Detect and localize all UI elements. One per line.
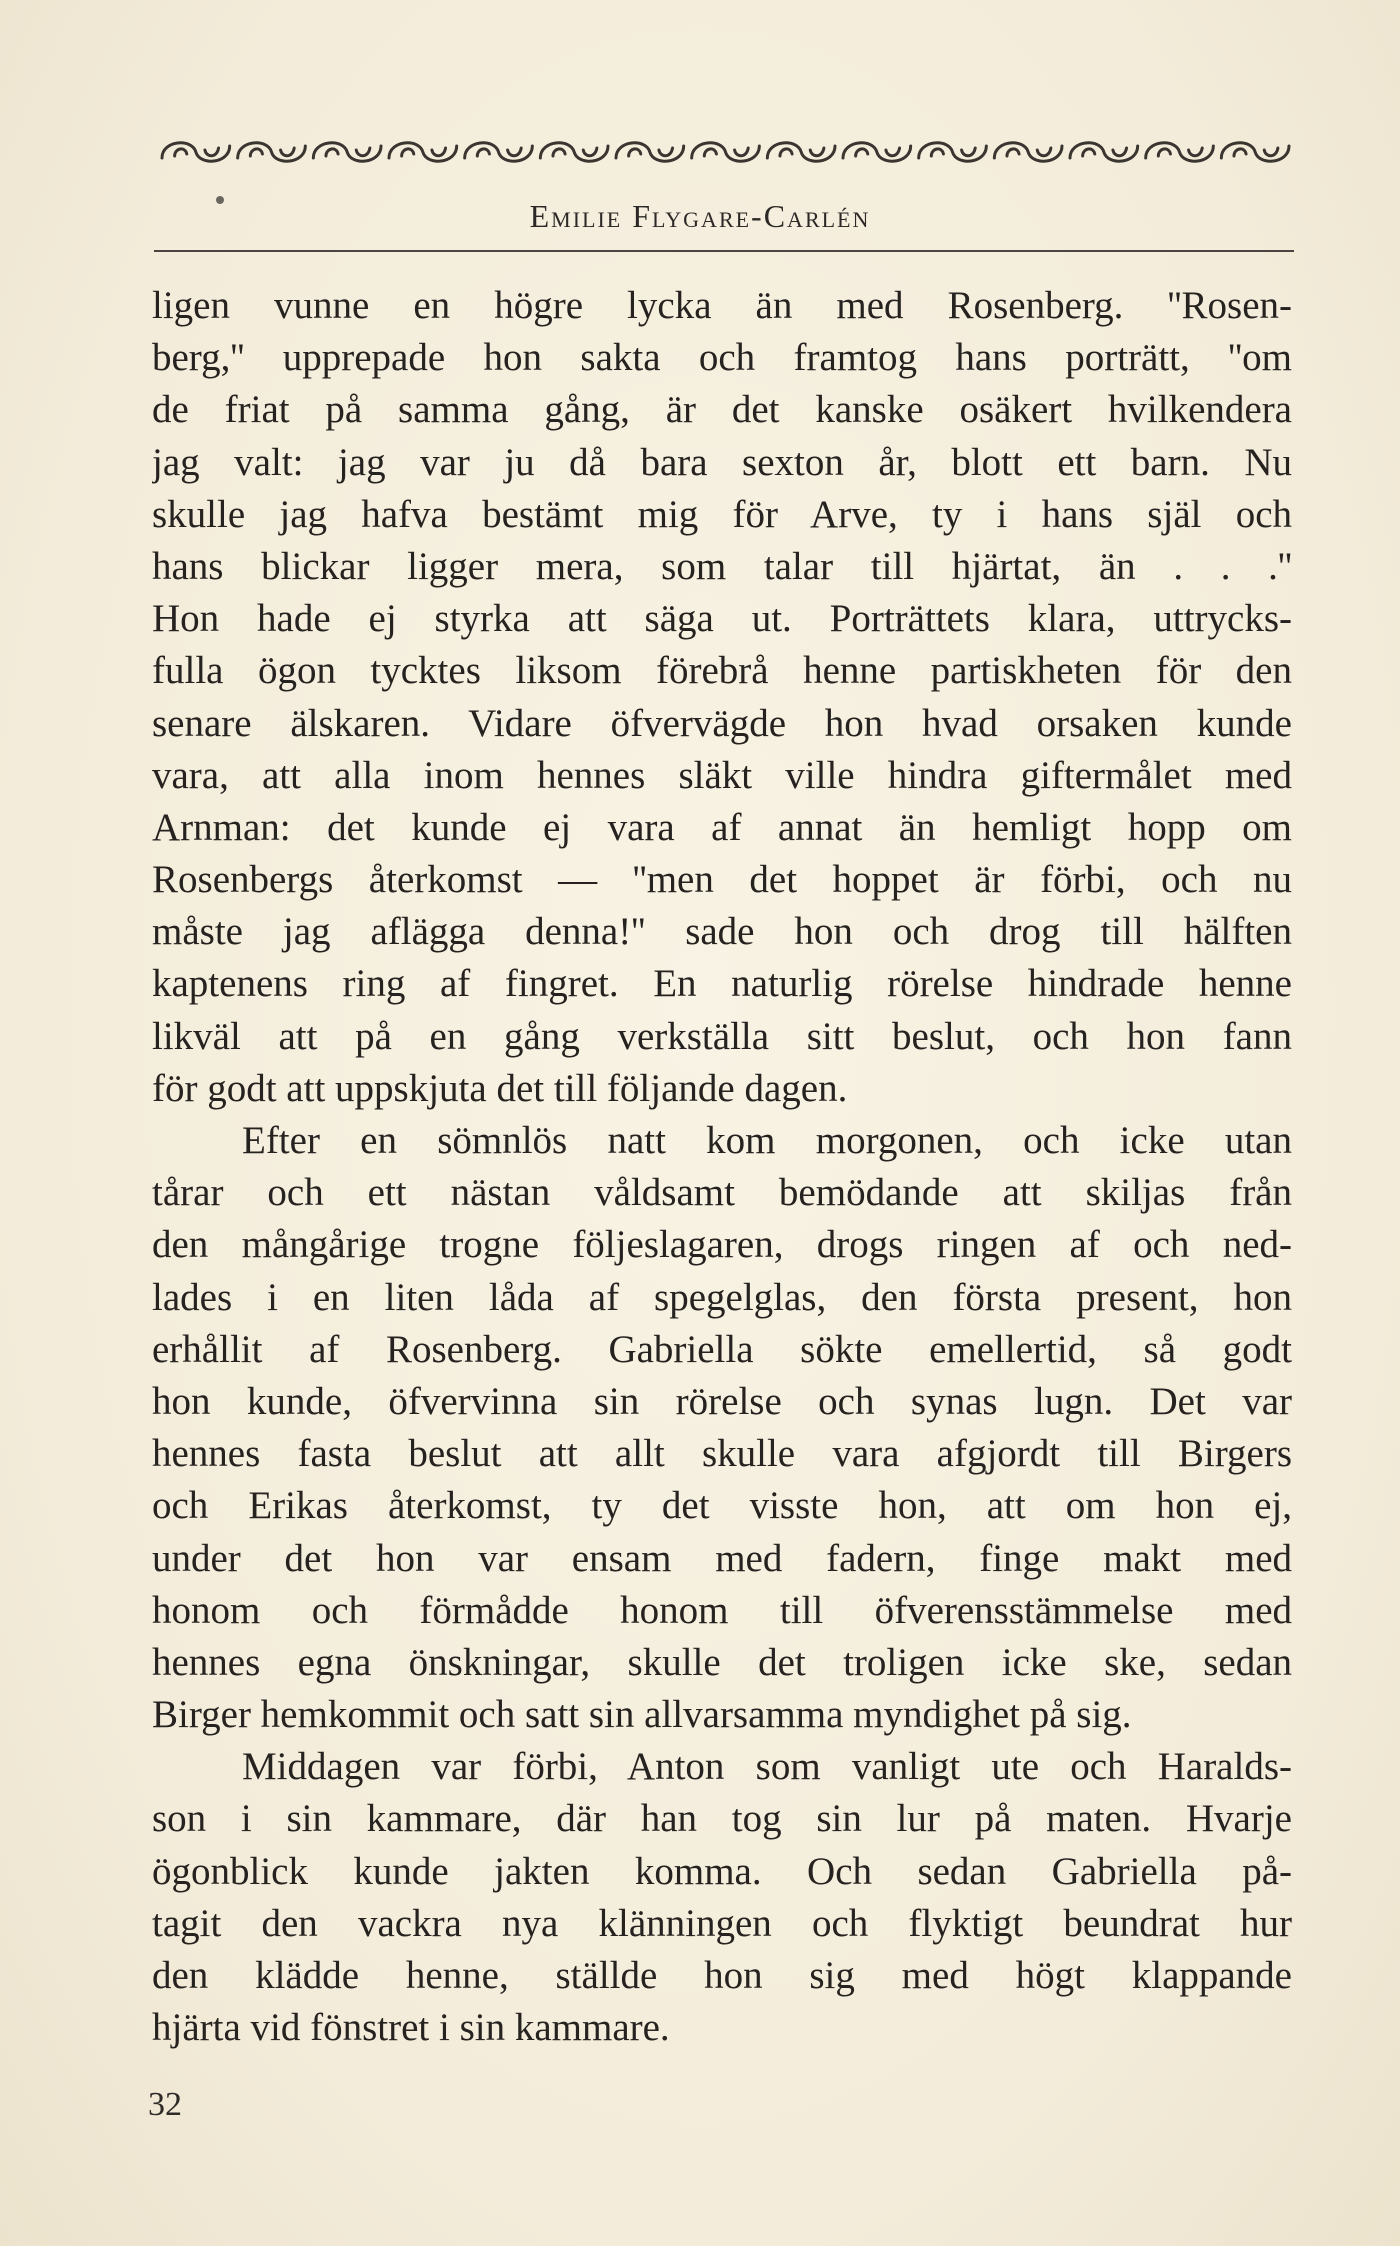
text-line: fulla ögon tycktes liksom förebrå henne partiskheten för den [152, 649, 1292, 693]
text-line: Rosenbergs återkomst — ''men det hoppet är förbi, och nu [152, 858, 1292, 902]
text-line: honom och förmådde honom till öfverensstämmelse med [152, 1588, 1292, 1632]
text-line: lades i en liten låda af spegelglas, den första present, hon [152, 1275, 1292, 1319]
ornament-scroll [313, 143, 381, 161]
ornament-scroll [1070, 143, 1138, 161]
text-line: hans blickar ligger mera, som talar till hjärtat, än . . .'' [152, 544, 1292, 588]
text-line: hennes egna önskningar, skulle det troligen icke ske, sedan [152, 1640, 1292, 1684]
text-line: jag valt: jag var ju då bara sexton år, blott ett barn. Nu [152, 440, 1292, 484]
text-line: och Erikas återkomst, ty det visste hon, att om hon ej, [152, 1484, 1292, 1528]
ornament-scroll [994, 143, 1062, 161]
text-line: ligen vunne en högre lycka än med Rosenberg. ''Rosen- [152, 284, 1292, 327]
text-line: hennes fasta beslut att allt skulle vara afgjordt till Birgers [152, 1432, 1292, 1476]
text-line: Middagen var förbi, Anton som vanligt ute och Haralds- [242, 1745, 1292, 1789]
ornament-scroll [1146, 143, 1214, 161]
text-line: Hon hade ej styrka att säga ut. Porträttets klara, uttrycks- [152, 597, 1292, 641]
ornament-scroll [465, 143, 533, 161]
text-line: Efter en sömnlös natt kom morgonen, och icke utan [242, 1119, 1292, 1162]
ornament-scroll [162, 143, 230, 161]
ornament-scroll [389, 143, 457, 161]
text-line: för godt att uppskjuta det till följande dagen. [152, 1066, 848, 1110]
text-line: erhållit af Rosenberg. Gabriella sökte emellertid, så godt [152, 1327, 1292, 1371]
text-line: måste jag aflägga denna!'' sade hon och drog till hälften [152, 910, 1292, 954]
text-line: den klädde henne, ställde hon sig med högt klappande [152, 1954, 1292, 1997]
ornament-scroll [919, 143, 987, 161]
ornament-scroll [540, 143, 608, 161]
text-line: hjärta vid fönstret i sin kammare. [152, 2006, 670, 2050]
running-head: Emilie Flygare-Carlén [529, 198, 871, 234]
text-line: kaptenens ring af fingret. En naturlig rörelse hindrade henne [152, 962, 1292, 1006]
text-line: son i sin kammare, där han tog sin lur på maten. Hvarje [152, 1797, 1292, 1841]
text-line: de friat på samma gång, är det kanske osäkert hvilkendera [152, 388, 1292, 432]
text-line: hon kunde, öfvervinna sin rörelse och synas lugn. Det var [152, 1379, 1292, 1423]
ornament-scroll [616, 143, 684, 161]
page-number: 32 [148, 2086, 182, 2123]
ornament-scroll [692, 143, 760, 161]
text-line: den mångårige trogne följeslagaren, drogs ringen af och ned- [152, 1223, 1292, 1267]
ornament-scroll [843, 143, 911, 161]
text-line: Arnman: det kunde ej vara af annat än hemligt hopp om [152, 805, 1292, 849]
decorative-border-ornament [158, 132, 1293, 172]
ornament-scroll [767, 143, 835, 161]
text-line: under det hon var ensam med fadern, finge makt med [152, 1536, 1292, 1580]
ornament-scroll [238, 143, 306, 161]
ornament-scroll [1221, 143, 1289, 161]
text-line: tagit den vackra nya klänningen och flyktigt beundrat hur [152, 1901, 1292, 1945]
header-rule [154, 250, 1294, 252]
text-line: skulle jag hafva bestämt mig för Arve, ty i hans själ och [152, 492, 1292, 536]
text-line: tårar och ett nästan våldsamt bemödande att skiljas från [152, 1171, 1292, 1215]
body-text [152, 280, 1292, 2054]
text-line: Birger hemkommit och satt sin allvarsamma myndighet på sig. [152, 1693, 1132, 1737]
text-line: likväl att på en gång verkställa sitt beslut, och hon fann [152, 1014, 1292, 1058]
text-line: ögonblick kunde jakten komma. Och sedan Gabriella på- [152, 1849, 1292, 1893]
text-line: vara, att alla inom hennes släkt ville hindra giftermålet med [152, 753, 1292, 797]
text-line: senare älskaren. Vidare öfvervägde hon hvad orsaken kunde [152, 701, 1292, 745]
text-line: berg,'' upprepade hon sakta och framtog hans porträtt, ''om [152, 336, 1292, 380]
